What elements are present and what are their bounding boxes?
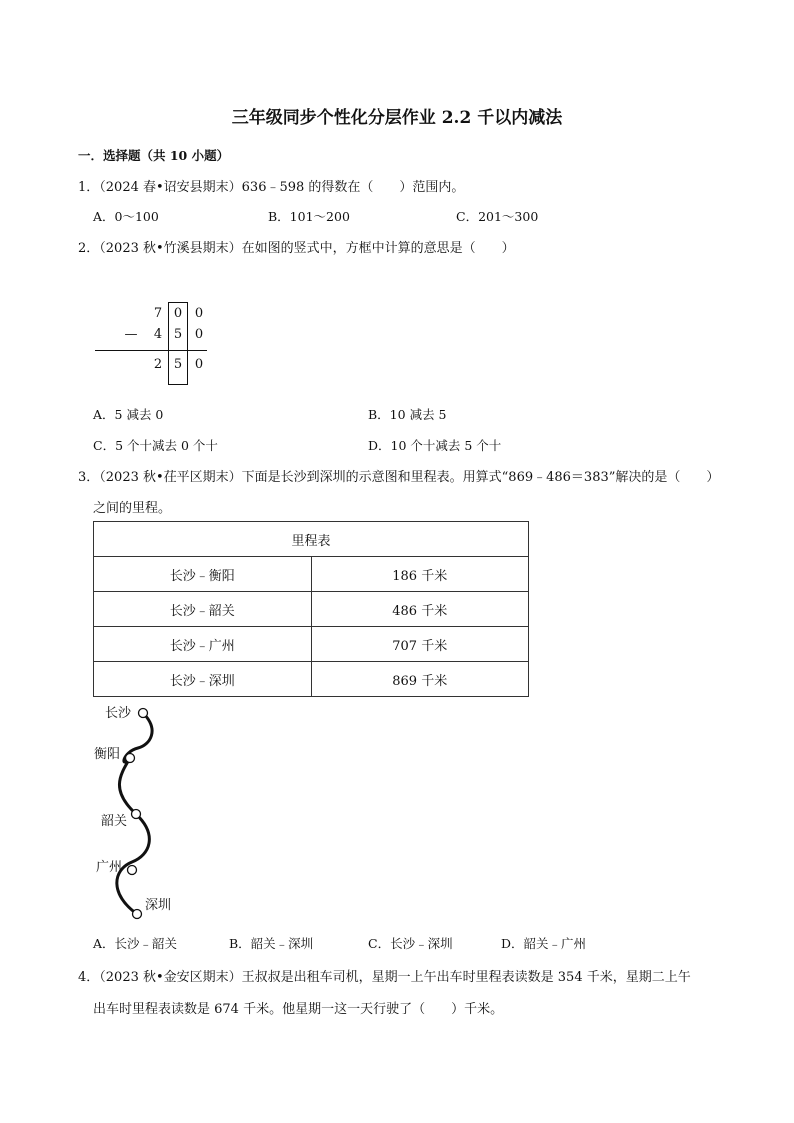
map-label-changsha: 长沙 (105, 706, 132, 721)
question-4-line2: 出车时里程表读数是 674 千米。他星期一这一天行驶了（ ）千米。 (93, 1002, 504, 1017)
distance-cell: 869 千米 (311, 662, 529, 697)
route-cell: 长沙﹣深圳 (94, 662, 312, 697)
distance-cell: 486 千米 (311, 592, 529, 627)
q3-option-c[interactable]: C．长沙﹣深圳 (368, 936, 453, 951)
question-1-text: 1．（2024 春•诏安县期末）636﹣598 的得数在（ ）范围内。 (78, 180, 465, 195)
q1-option-b[interactable]: B．101～200 (268, 209, 350, 224)
q3-option-d[interactable]: D．韶关﹣广州 (501, 936, 587, 951)
digit-r2-ones: 0 (194, 327, 204, 342)
table-header: 里程表 (94, 522, 529, 557)
digit-r1-ones: 0 (194, 306, 204, 321)
section-heading: 一．选择题（共 10 小题） (78, 148, 230, 163)
station-marker-changsha (139, 709, 148, 718)
digit-r2-hundreds: 4 (153, 327, 163, 342)
question-4-line1: 4．（2023 秋•金安区期末）王叔叔是出租车司机，星期一上午出车时里程表读数是 354 千米，星期二上午 (78, 970, 691, 985)
route-cell: 长沙﹣衡阳 (94, 557, 312, 592)
q3-option-a[interactable]: A．长沙﹣韶关 (93, 936, 178, 951)
question-3-line1: 3．（2023 秋•茌平区期末）下面是长沙到深圳的示意图和里程表。用算式“869﹣486＝383”解决的是（ ） (78, 470, 720, 485)
q3-option-b[interactable]: B．韶关﹣深圳 (229, 936, 314, 951)
station-marker-hengyang (126, 754, 135, 763)
q2-option-a[interactable]: A．5 减去 0 (93, 407, 164, 422)
digit-r3-tens: 5 (173, 357, 183, 372)
station-marker-guangzhou (128, 866, 137, 875)
station-marker-shaoguan (132, 810, 141, 819)
distance-cell: 707 千米 (311, 627, 529, 662)
route-cell: 长沙﹣韶关 (94, 592, 312, 627)
question-3-line2: 之间的里程。 (93, 501, 172, 516)
page-title: 三年级同步个性化分层作业 2.2 千以内减法 (231, 108, 563, 128)
map-label-hengyang: 衡阳 (94, 747, 121, 762)
digit-r3-hundreds: 2 (153, 357, 163, 372)
q1-option-a[interactable]: A．0～100 (93, 209, 159, 224)
digit-r1-hundreds: 7 (153, 306, 163, 321)
minus-sign: — (124, 327, 138, 342)
q2-option-b[interactable]: B．10 减去 5 (368, 407, 447, 422)
station-marker-shenzhen (133, 910, 142, 919)
digit-r3-ones: 0 (194, 357, 204, 372)
question-2-text: 2．（2023 秋•竹溪县期末）在如图的竖式中，方框中计算的意思是（ ） (78, 241, 515, 256)
q2-option-c[interactable]: C．5 个十减去 0 个十 (93, 438, 218, 453)
map-label-shaoguan: 韶关 (101, 814, 128, 829)
distance-cell: 186 千米 (311, 557, 529, 592)
q1-option-c[interactable]: C．201～300 (456, 209, 539, 224)
q2-option-d[interactable]: D．10 个十减去 5 个十 (368, 438, 502, 453)
map-label-shenzhen: 深圳 (145, 898, 172, 913)
digit-r1-tens: 0 (173, 306, 183, 321)
map-label-guangzhou: 广州 (96, 860, 123, 875)
route-cell: 长沙﹣广州 (94, 627, 312, 662)
digit-r2-tens: 5 (173, 327, 183, 342)
